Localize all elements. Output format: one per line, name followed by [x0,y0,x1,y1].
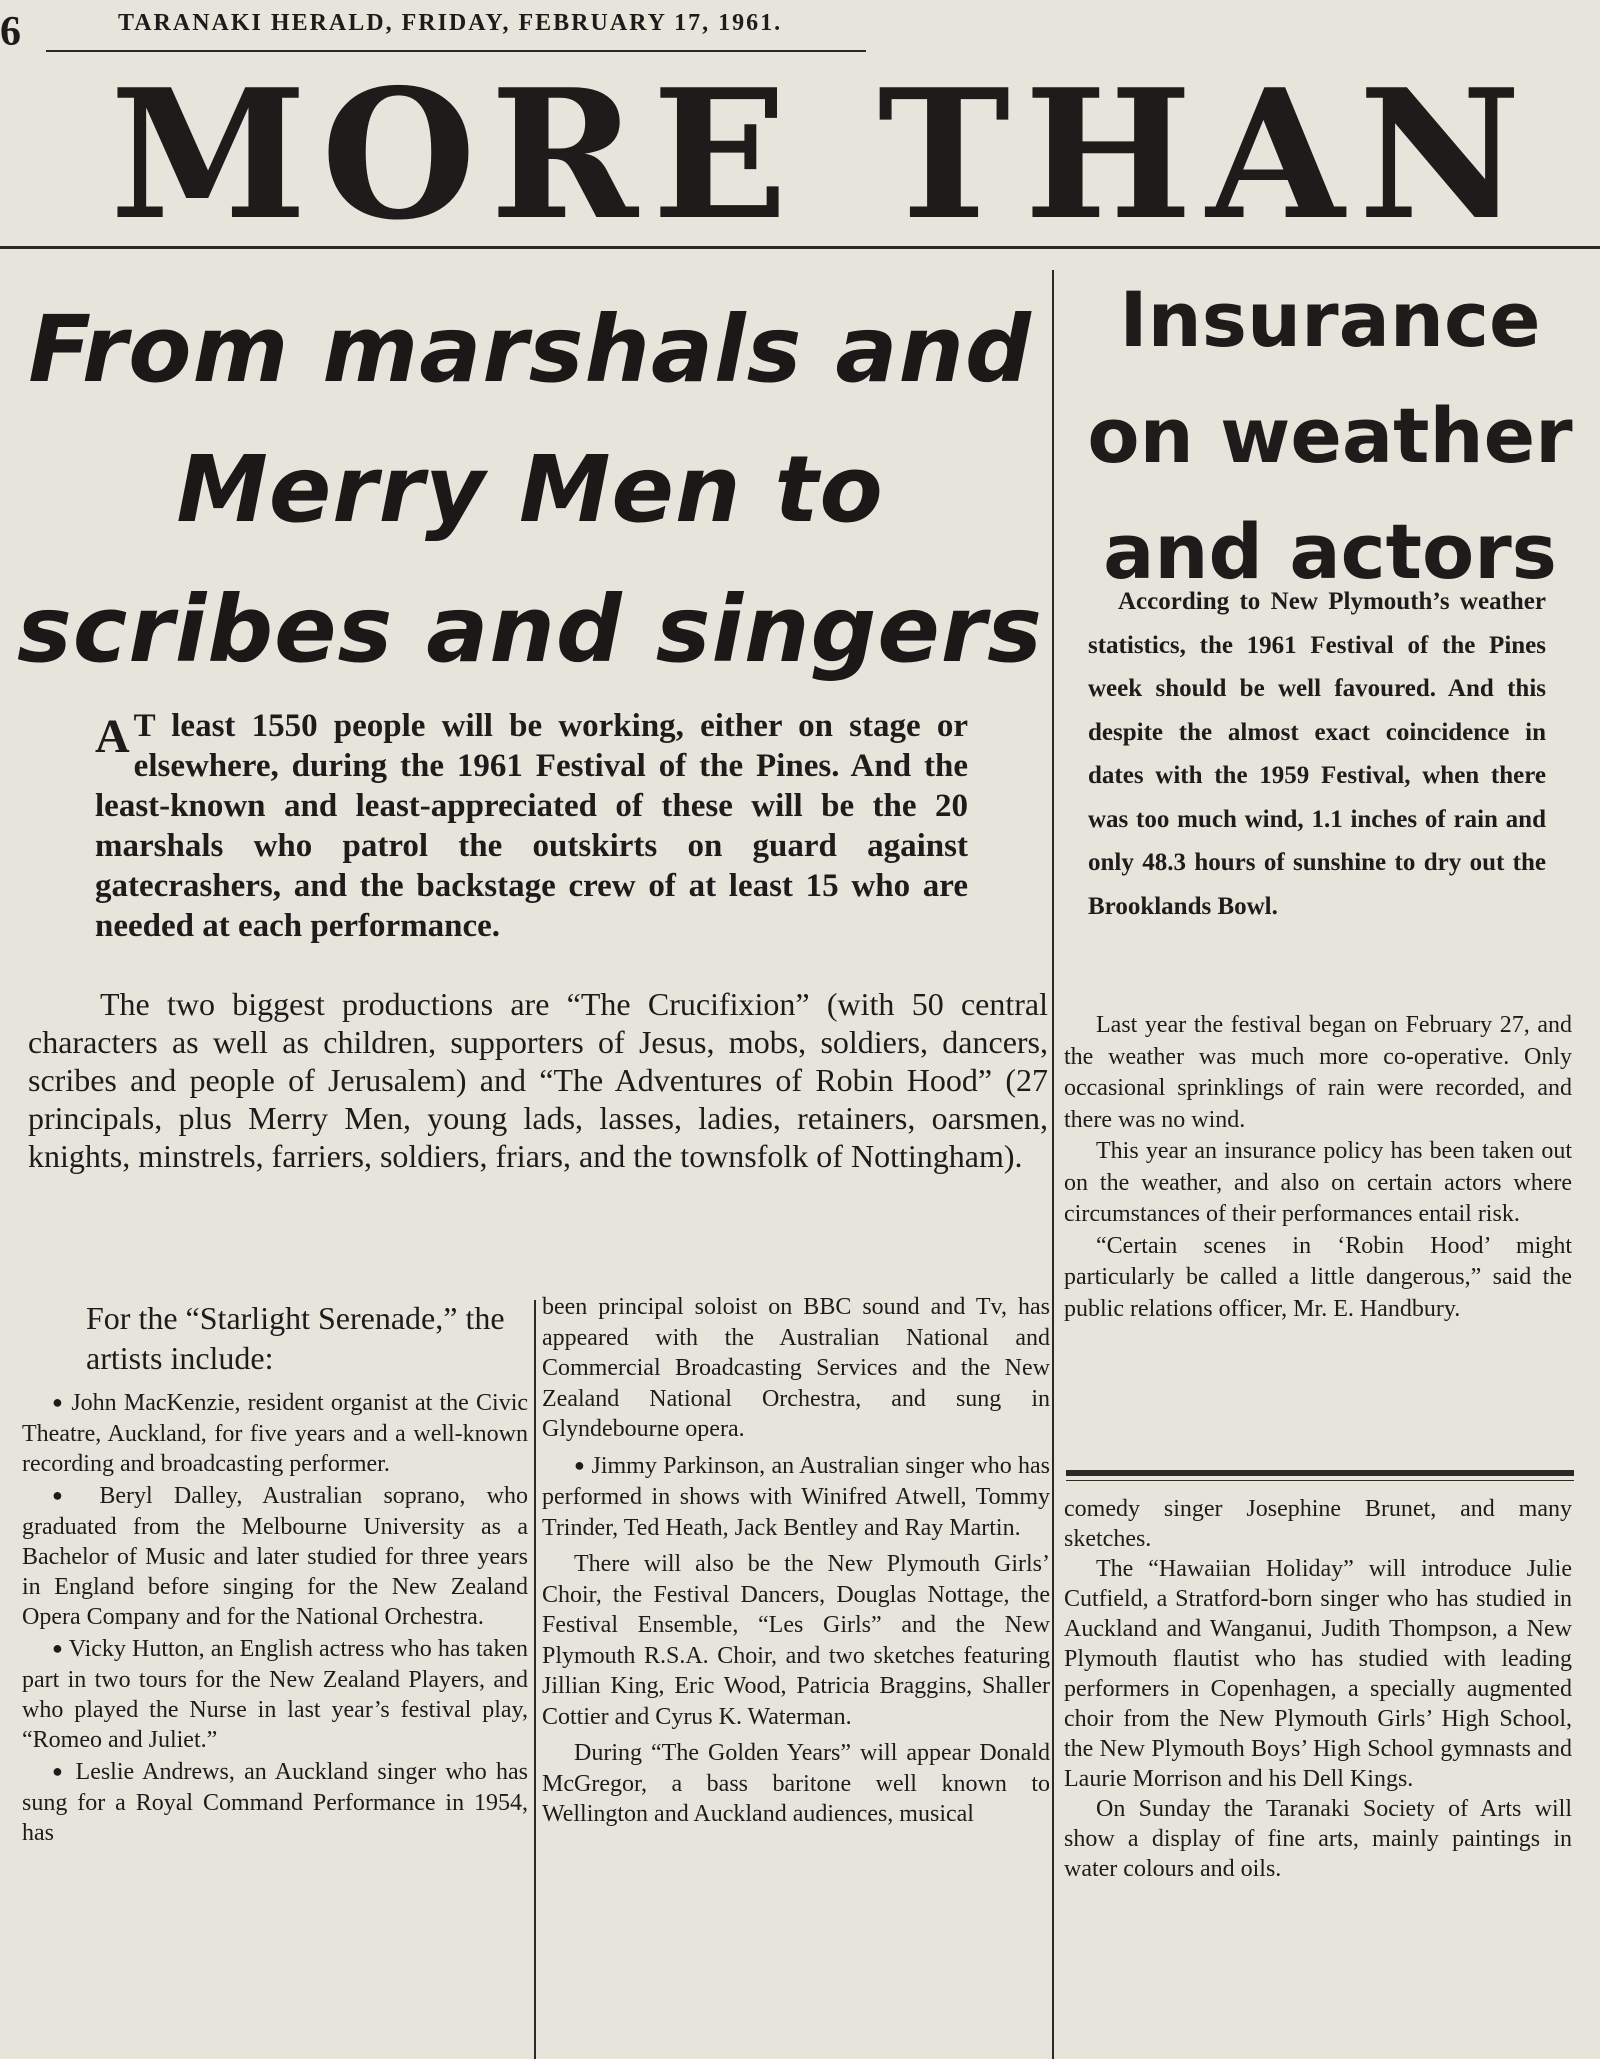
column-paragraph: During “The Golden Years” will appear Donald McGregor, a bass baritone well known to Wellington and Auckland audiences, musical [542,1740,1050,1827]
left-intro-text: T least 1550 people will be working, either on stage or elsewhere, during the 1961 Festival of the Pines. And the least-known and least-appreciated of these will be the 20 marshals who patrol the outskirts on guard against gatecrashers, and the backstage crew of at least 15 who are needed at each performance. [95,708,968,944]
column-paragraph: been principal soloist on BBC sound and Tv, has appeared with the Australian National and Commercial Broadcasting Services and the New Zealand National Orchestra, and sung in Glyndebourne opera. [542,1294,1050,1442]
right-paragraph: Last year the festival began on February 27, and the weather was much more co-operative. Only occasional sprinklings of rain were recorded, and there was no wind. [1064,1012,1572,1133]
right-article-end-rule-thin [1066,1480,1574,1481]
right-headline: Insurance on weather and actors [1087,275,1573,596]
column-paragraph: The “Hawaiian Holiday” will introduce Julie Cutfield, a Stratford-born singer who has studied in Auckland and Wanganui, Judith Thompson, a New Plymouth flautist who has studied with leading performers in Copenhagen, a specially augmented choir from the New Plymouth Girls’ High School, the New Plymouth Boys’ High School gymnasts and Laurie Morrison and his Dell Kings. [1064,1556,1572,1792]
right-intro-paragraph: According to New Plymouth’s weather statistics, the 1961 Festival of the Pines week should be well favoured. And this despite the almost exact coincidence in dates with the 1959 Festival, when there was too much wind, 1.1 inches of rain and only 48.3 hours of sunshine to dry out the Brooklands Bowl. [1088,588,1546,920]
left-para-productions [28,985,1048,1175]
bullet-icon: ● [574,1454,586,1475]
left-column-3 [1064,1494,1572,1884]
bullet-icon: ● [52,1638,63,1658]
artist-item: ● Vicky Hutton, an English actress who has taken part in two tours for the New Zealand Players, and who played the Nurse in last year’s festival play, “Romeo and Juliet.” [22,1636,528,1753]
column-rule-right-article [1052,270,1054,2059]
artist-item: ● Beryl Dalley, Australian soprano, who graduated from the Melbourne University as a Bachelor of Music and later studied for three years in England before singing for the New Zealand Opera Company and for the National Orchestra. [22,1483,528,1630]
bullet-icon: ● [52,1485,79,1505]
artist-item: ● John MacKenzie, resident organist at the Civic Theatre, Auckland, for five years and a well-known recording and broadcasting performer. [22,1390,528,1477]
drop-cap: A [95,710,130,763]
right-article-end-rule [1066,1470,1574,1476]
left-column-1 [22,1298,528,1850]
column-rule-col1 [534,1300,536,2059]
page-number: 6 [0,9,21,55]
column-paragraph: comedy singer Josephine Brunet, and many sketches. [1064,1496,1572,1552]
banner-rule [0,246,1600,249]
right-paragraph: “Certain scenes in ‘Robin Hood’ might particularly be called a little dangerous,” said the public relations officer, Mr. E. Handbury. [1064,1232,1572,1322]
left-intro [95,706,968,946]
productions-paragraph: The two biggest productions are “The Crucifixion” (with 50 central characters as well as children, supporters of Jesus, mobs, soldiers, dancers, scribes and people of Jerusalem) and “The Adventures of Robin Hood” (27 principals, plus Merry Men, young lads, lasses, ladies, retainers, oarsmen, knights, minstrels, farriers, soldiers, friars, and the townsfolk of Nottingham). [28,986,1048,1174]
banner-headline: MORE THAN [110,60,1536,250]
running-head-rule [46,50,866,52]
column-paragraph: On Sunday the Taranaki Society of Arts will show a display of fine arts, mainly paintings in water colours and oils. [1064,1796,1572,1882]
right-paragraph: This year an insurance policy has been taken out on the weather, and also on certain actors where circumstances of their performances entail risk. [1064,1138,1572,1227]
left-headline: From marshals and Merry Men to scribes and singers [17,296,1043,683]
starlight-lead: For the “Starlight Serenade,” the artists include: [86,1300,505,1376]
column-paragraph: There will also be the New Plymouth Girls’ Choir, the Festival Dancers, Douglas Nottage, the Festival Ensemble, “Les Girls” and the New Plymouth R.S.A. Choir, and two sketches featuring Jillian King, Eric Wood, Patricia Braggins, Shaller Cottier and Cyrus K. Waterman. [542,1551,1050,1730]
right-body [1064,1010,1572,1325]
artist-item: ● Jimmy Parkinson, an Australian singer who has performed in shows with Winifred Atwell, Tommy Trinder, Ted Heath, Jack Bentley and Ray Martin. [542,1452,1050,1541]
artist-item: ● Leslie Andrews, an Auckland singer who has sung for a Royal Command Performance in 1954, has [22,1759,528,1846]
right-intro [1088,580,1546,928]
bullet-icon: ● [52,1761,67,1781]
running-head: TARANAKI HERALD, FRIDAY, FEBRUARY 17, 1961. [118,10,783,36]
left-column-2 [542,1292,1050,1836]
bullet-icon: ● [52,1392,65,1412]
